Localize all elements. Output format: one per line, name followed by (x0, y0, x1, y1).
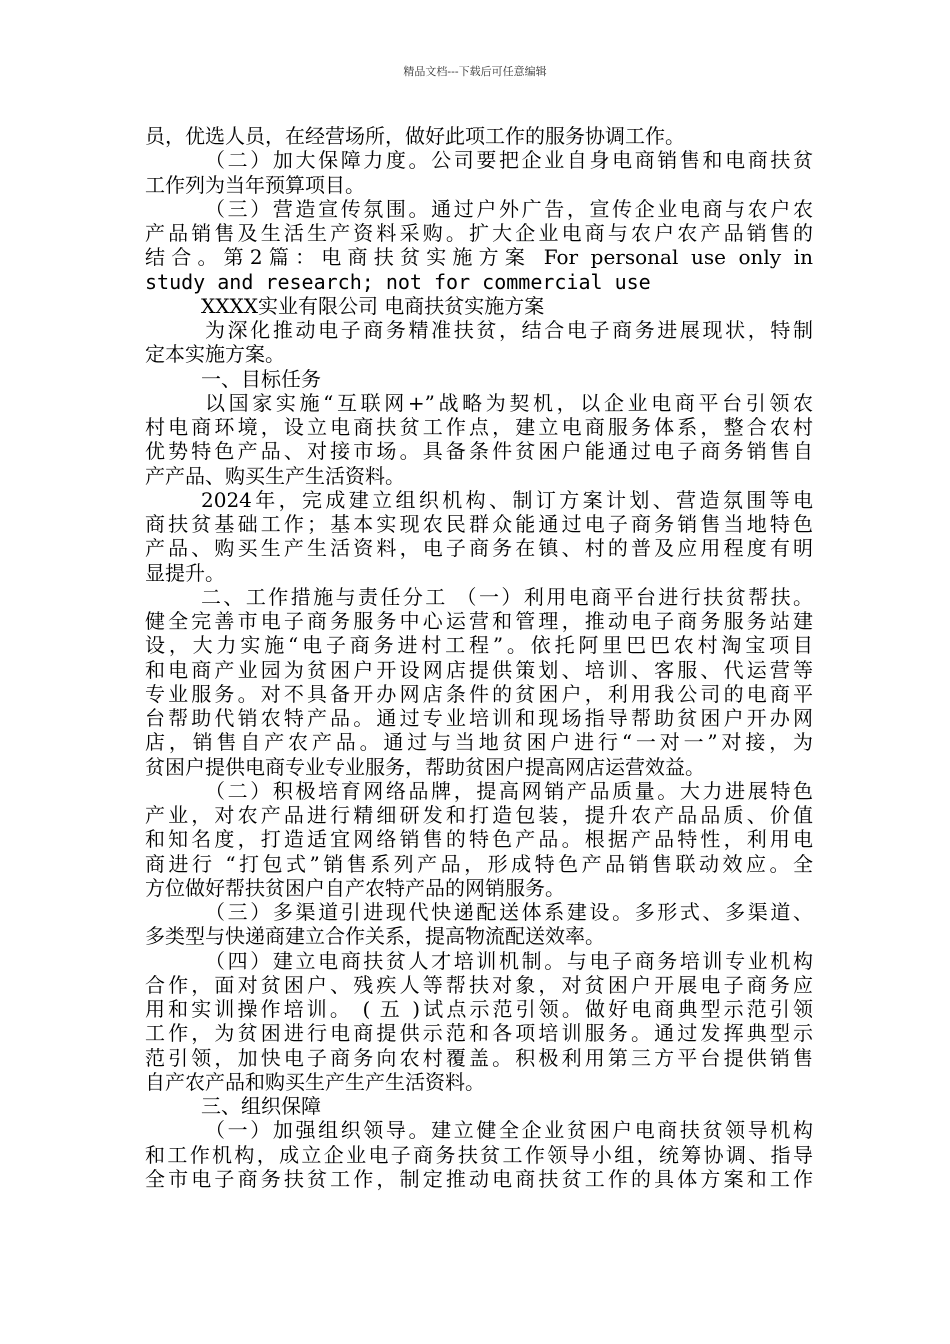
text-line: 设，大力实施“电子商务进村工程”。依托阿里巴巴农村淘宝项目 (145, 633, 813, 658)
text-line: 方位做好帮扶贫困户自产农特产品的网销服务。 (145, 875, 565, 900)
text-line: 结合。第2篇：电商扶贫实施方案 For personal use only in (145, 245, 813, 270)
text-line: 贫困户提供电商专业专业服务，帮助贫困户提高网店运营效益。 (145, 754, 705, 779)
text-line: 自产农产品和购买生产生产生活资料。 (145, 1069, 485, 1094)
text-line: 二、工作措施与责任分工 （一）利用电商平台进行扶贫帮扶。 (201, 584, 813, 609)
text-line: （二）加大保障力度。公司要把企业自身电商销售和电商扶贫 (205, 148, 813, 173)
text-line: study and research; not for commercial use (145, 269, 651, 294)
text-line: （三）多渠道引进现代快递配送体系建设。多形式、多渠道、 (205, 900, 813, 924)
text-line: 全市电子商务扶贫工作，制定推动电商扶贫工作的具体方案和工作 (145, 1166, 813, 1191)
text-line: 员，优选人员，在经营场所，做好此项工作的服务协调工作。 (145, 124, 685, 148)
document-body (145, 124, 813, 1191)
text-line: 产产品、购买生产生活资料。 (145, 463, 405, 488)
text-line: 商扶贫基础工作；基本实现农民群众能通过电子商务销售当地特色 (145, 512, 813, 536)
text-line: 优势特色产品、对接市场。具备条件贫困户能通过电子商务销售自 (145, 439, 813, 464)
text-line: 合作，面对贫困户、残疾人等帮扶对象，对贫困户开展电子商务应 (145, 972, 813, 997)
page-header: 精品文档---下载后可任意编辑 (403, 65, 547, 78)
text-line: （二）积极培育网络品牌，提高网销产品质量。大力进展特色 (205, 778, 813, 803)
text-line: 一、目标任务 (201, 366, 321, 391)
text-line: 和电商产业园为贫困户开设网店提供策划、培训、客服、代运营等 (145, 657, 813, 682)
text-line: 台帮助代销农特产品。通过专业培训和现场指导帮助贫困户开办网 (145, 706, 813, 730)
text-line: 和工作机构，成立企业电子商务扶贫工作领导小组，统筹协调、指导 (145, 1142, 813, 1167)
text-line: 店，销售自产农产品。通过与当地贫困户进行“一对一”对接，为 (145, 730, 813, 755)
text-line: 多类型与快递商建立合作关系，提高物流配送效率。 (145, 924, 605, 949)
text-line: 以国家实施“互联网+”战略为契机，以企业电商平台引领农 (205, 390, 813, 415)
text-line: XXXX实业有限公司 电商扶贫实施方案 (201, 293, 545, 318)
text-line: 2024年，完成建立组织机构、制订方案计划、营造氛围等电 (201, 487, 813, 512)
text-line: 工作，为贫困进行电商提供示范和各项培训服务。通过发挥典型示 (145, 1021, 813, 1046)
text-line: 产品销售及生活生产资料采购。扩大企业电商与农户农产品销售的 (145, 221, 813, 245)
text-line: 范引领，加快电子商务向农村覆盖。积极利用第三方平台提供销售 (145, 1045, 813, 1070)
text-line: 工作列为当年预算项目。 (145, 172, 365, 197)
text-line: 三、组织保障 (201, 1094, 321, 1118)
text-line: 专业服务。对不具备开办网店条件的贫困户，利用我公司的电商平 (145, 681, 813, 706)
text-line: （三）营造宣传氛围。通过户外广告，宣传企业电商与农户农 (205, 196, 813, 221)
text-line: 用和实训操作培训。 ( 五 )试点示范引领。做好电商典型示范引领 (145, 997, 813, 1021)
text-line: 产业，对农产品进行精细研发和打造包装，提升农产品品质、价值 (145, 803, 813, 827)
text-line: 为深化推动电子商务精准扶贫，结合电子商务进展现状，特制 (205, 318, 813, 342)
text-line: 和知名度，打造适宜网络销售的特色产品。根据产品特性，利用电 (145, 827, 813, 852)
text-line: 村电商环境，设立电商扶贫工作点，建立电商服务体系，整合农村 (145, 415, 813, 439)
text-line: （一）加强组织领导。建立健全企业贫困户电商扶贫领导机构 (205, 1118, 813, 1143)
text-line: 定本实施方案。 (145, 342, 285, 367)
text-line: 产品、购买生产生活资料，电子商务在镇、村的普及应用程度有明 (145, 536, 813, 561)
text-line: 健全完善市电子商务服务中心运营和管理，推动电子商务服务站建 (145, 609, 813, 633)
text-line: （四）建立电商扶贫人才培训机制。与电子商务培训专业机构 (205, 948, 813, 973)
text-line: 显提升。 (145, 560, 225, 585)
text-line: 商进行 “打包式”销售系列产品，形成特色产品销售联动效应。全 (145, 851, 813, 876)
